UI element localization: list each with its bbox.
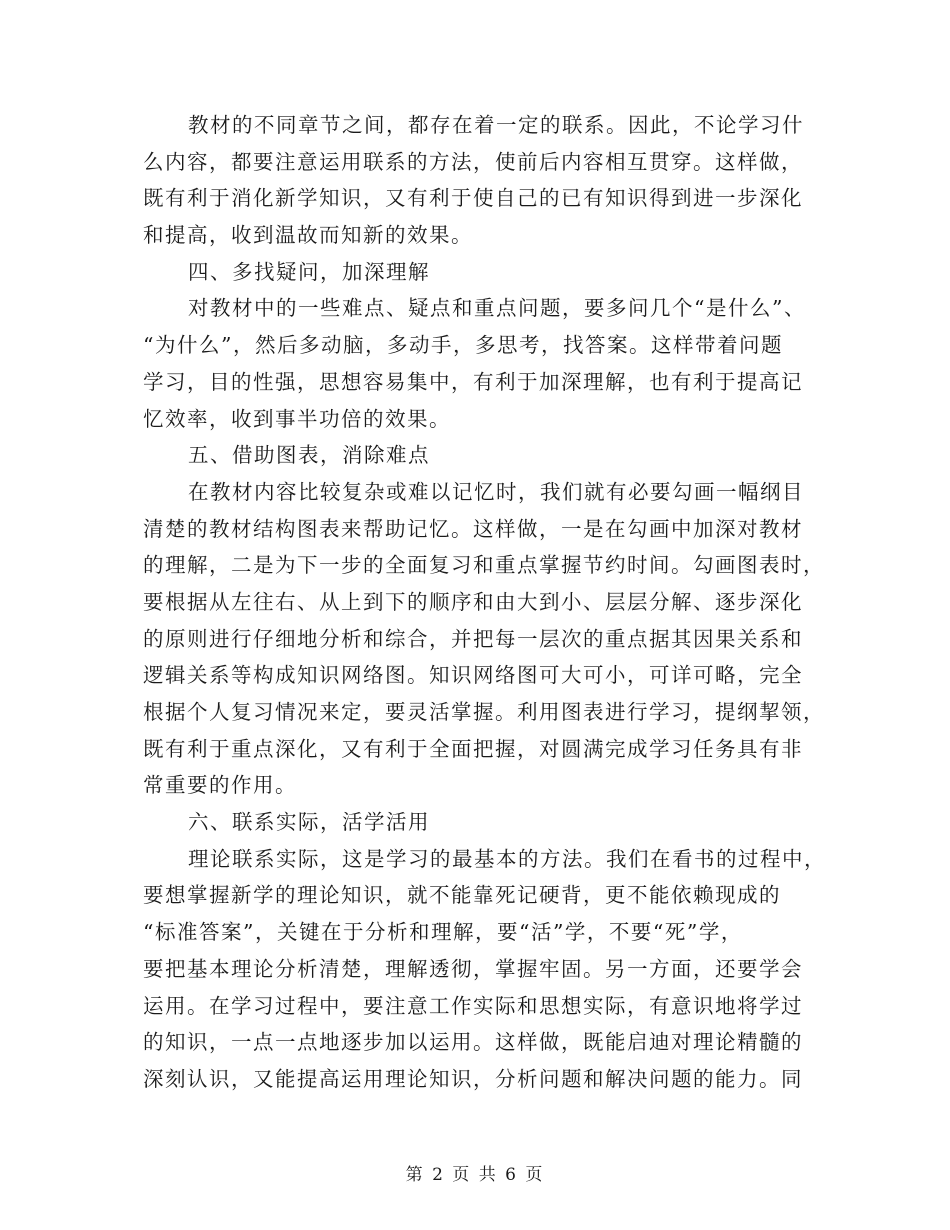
paragraph-line: 忆效率，收到事半功倍的效果。 bbox=[143, 406, 451, 431]
paragraph-line: 运用。在学习过程中，要注意工作实际和思想实际，有意识地将学过 bbox=[143, 993, 803, 1018]
paragraph-line: 既有利于重点深化，又有利于全面把握，对圆满完成学习任务具有非 bbox=[143, 736, 803, 761]
paragraph-line: 要想掌握新学的理论知识，就不能靠死记硬背，更不能依赖现成的 bbox=[143, 883, 781, 908]
paragraph-line: 的知识，一点一点地逐步加以运用。这样做，既能启迪对理论精髓的 bbox=[143, 1030, 803, 1055]
paragraph-line: 逻辑关系等构成知识网络图。知识网络图可大可小，可详可略，完全 bbox=[143, 663, 803, 688]
paragraph-line: 根据个人复习情况来定，要灵活掌握。利用图表进行学习，提纲挈领， bbox=[143, 700, 825, 724]
paragraph-line: 深刻认识，又能提高运用理论知识，分析问题和解决问题的能力。同 bbox=[143, 1066, 803, 1091]
paragraph-line: 要把基本理论分析清楚，理解透彻，掌握牢固。另一方面，还要学会 bbox=[143, 956, 803, 981]
paragraph-line: 的原则进行仔细地分析和综合，并把每一层次的重点据其因果关系和 bbox=[143, 626, 803, 651]
paragraph-line: 常重要的作用。 bbox=[143, 773, 297, 798]
section-heading: 四、多找疑问，加深理解 bbox=[188, 259, 430, 284]
section-heading: 六、联系实际，活学活用 bbox=[188, 810, 430, 835]
paragraph-line: 清楚的教材结构图表来帮助记忆。这样做，一是在勾画中加深对教材 bbox=[143, 516, 803, 541]
paragraph-line: “为什么”，然后多动脑，多动手，多思考，找答案。这样带着问题 bbox=[143, 333, 783, 358]
paragraph-line: 既有利于消化新学知识，又有利于使自己的已有知识得到进一步深化 bbox=[143, 186, 803, 211]
paragraph-line: “标准答案”，关键在于分析和理解，要“活”学，不要“死”学， bbox=[143, 920, 743, 945]
paragraph-line: 和提高，收到温故而知新的效果。 bbox=[143, 223, 473, 248]
paragraph-line: 教材的不同章节之间，都存在着一定的联系。因此，不论学习什 bbox=[188, 113, 804, 137]
body-text bbox=[143, 107, 826, 1098]
paragraph-line: 对教材中的一些难点、疑点和重点问题，要多问几个“是什么”、 bbox=[188, 296, 806, 321]
section-heading: 五、借助图表，消除难点 bbox=[188, 443, 430, 468]
paragraph-line: 理论联系实际，这是学习的最基本的方法。我们在看书的过程中， bbox=[188, 846, 826, 871]
paragraph-line: 学习，目的性强，思想容易集中，有利于加深理解，也有利于提高记 bbox=[143, 369, 803, 394]
paragraph-line: 么内容，都要注意运用联系的方法，使前后内容相互贯穿。这样做， bbox=[143, 149, 803, 174]
paragraph-line: 要根据从左往右、从上到下的顺序和由大到小、层层分解、逐步深化 bbox=[143, 589, 803, 614]
paragraph-line: 的理解，二是为下一步的全面复习和重点掌握节约时间。勾画图表时， bbox=[143, 553, 825, 578]
page-number-footer: 第 2 页 共 6 页 bbox=[405, 1165, 545, 1185]
paragraph-line: 在教材内容比较复杂或难以记忆时，我们就有必要勾画一幅纲目 bbox=[188, 479, 804, 504]
